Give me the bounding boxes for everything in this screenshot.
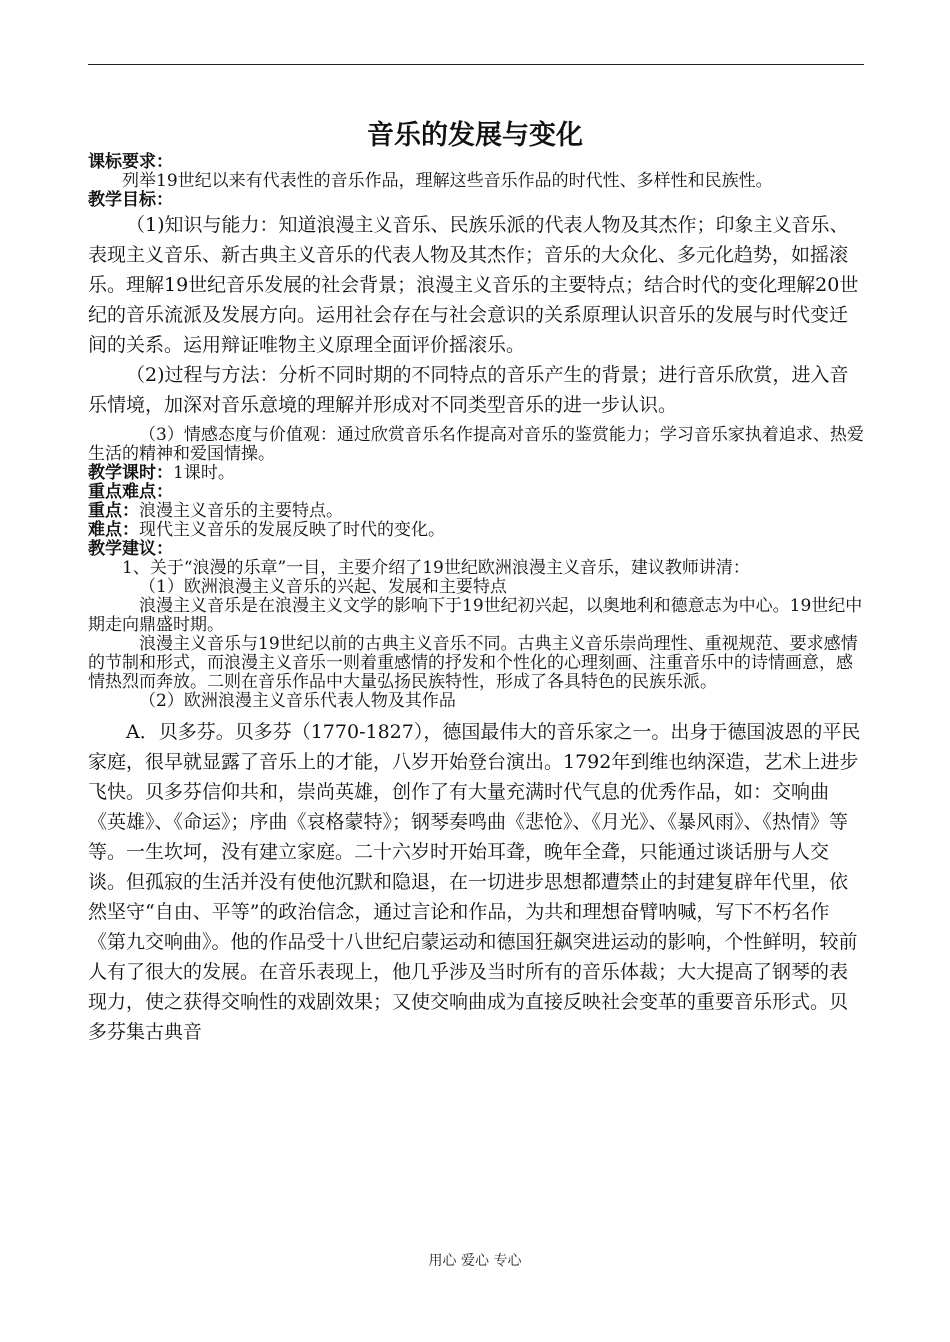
suggestions-heading: 教学建议：: [88, 539, 173, 559]
objective-attitude: （3）情感态度与价值观：通过欣赏音乐名作提高对音乐的鉴赏能力；学习音乐家执着追求、热爱生活的精神和爱国情操。: [88, 425, 864, 464]
suggestion-beethoven: A．贝多芬。贝多芬（1770-1827），德国最伟大的音乐家之一。出身于德国波恩的平民家庭，很早就显露了音乐上的才能，八岁开始登台演出。1792年到维也纳深造，艺术上进步飞快。贝多芬信仰共和，崇尚英雄，创作了有大量充满时代气息的优秀作品，如：交响曲《英雄》、《命运》；序曲《哀格蒙特》；钢琴奏鸣曲《悲怆》、《月光》、《暴风雨》、《热情》等等。一生坎坷，没有建立家庭。二十六岁时开始耳聋，晚年全聋，只能通过谈话册与人交谈。但孤寂的生活并没有使他沉默和隐退，在一切进步思想都遭禁止的封建复辟年代里，依然坚守“自由、平等”的政治信念，通过言论和作品，为共和理想奋臂呐喊，写下不朽名作《第九交响曲》。他的作品受十八世纪启蒙运动和德国狂飙突进运动的影响，个性鲜明，较前人有了很大的发展。在音乐表现上，他几乎涉及当时所有的音乐体裁；大大提高了钢琴的表现力，使之获得交响性的戏剧效果；又使交响曲成为直接反映社会变革的重要音乐形式。贝多芬集古典音: [88, 721, 861, 1043]
header-rule: [88, 64, 864, 65]
hours-value: 1课时。: [173, 463, 235, 483]
objective-process: （2)过程与方法：分析不同时期的不同特点的音乐产生的背景；进行音乐欣赏，进入音乐情境，加深对音乐意境的理解并形成对不同类型音乐的进一步认识。: [88, 364, 849, 416]
curriculum-heading: 课标要求：: [88, 152, 173, 172]
curriculum-text: 列举19世纪以来有代表性的音乐作品，理解这些音乐作品的时代性、多样性和民族性。: [122, 171, 773, 191]
keypoints-heading: 重点难点：: [88, 482, 173, 502]
footer-motto: 用心 爱心 专心: [428, 1253, 522, 1269]
key-point-line: [88, 502, 866, 521]
suggestion-rise: 浪漫主义音乐是在浪漫主义文学的影响下于19世纪初兴起，以奥地利和德意志为中心。19世纪中期走向鼎盛时期。: [88, 596, 863, 635]
hours-line: [88, 464, 866, 483]
difficulty-text: 现代主义音乐的发展反映了时代的变化。: [139, 520, 445, 540]
suggestion-sub1: （1）欧洲浪漫主义音乐的兴起、发展和主要特点: [139, 577, 507, 597]
suggestion-compare: 浪漫主义音乐与19世纪以前的古典主义音乐不同。古典主义音乐崇尚理性、重视规范、要求感情的节制和形式，而浪漫主义音乐一则着重感情的抒发和个性化的心理刻画、注重音乐中的诗情画意，感情热烈而奔放。二则在音乐作品中大量弘扬民族特性，形成了各具特色的民族乐派。: [88, 634, 858, 692]
key-point-label: 重点：: [88, 501, 139, 521]
objective-knowledge: （1)知识与能力：知道浪漫主义音乐、民族乐派的代表人物及其杰作；印象主义音乐、表现主义音乐、新古典主义音乐的代表人物及其杰作；音乐的大众化、多元化趋势，如摇滚乐。理解19世纪音乐发展的社会背景；浪漫主义音乐的主要特点；结合时代的变化理解20世纪的音乐流派及发展方向。运用社会存在与社会意识的关系原理认识音乐的发展与时代变迁间的关系。运用辩证唯物主义原理全面评价摇滚乐。: [88, 214, 859, 356]
difficulty-label: 难点：: [88, 520, 139, 540]
suggestion-intro: 1、关于“浪漫的乐章”一目，主要介绍了19世纪欧洲浪漫主义音乐，建议教师讲清：: [122, 558, 750, 578]
hours-label: 教学课时：: [88, 463, 173, 483]
key-point-text: 浪漫主义音乐的主要特点。: [139, 501, 343, 521]
difficulty-line: [88, 521, 866, 540]
document-body: [88, 153, 866, 1047]
suggestion-sub2: （2）欧洲浪漫主义音乐代表人物及其作品: [139, 691, 456, 711]
page-title: 音乐的发展与变化: [367, 120, 583, 151]
objectives-heading: 教学目标：: [88, 190, 173, 210]
